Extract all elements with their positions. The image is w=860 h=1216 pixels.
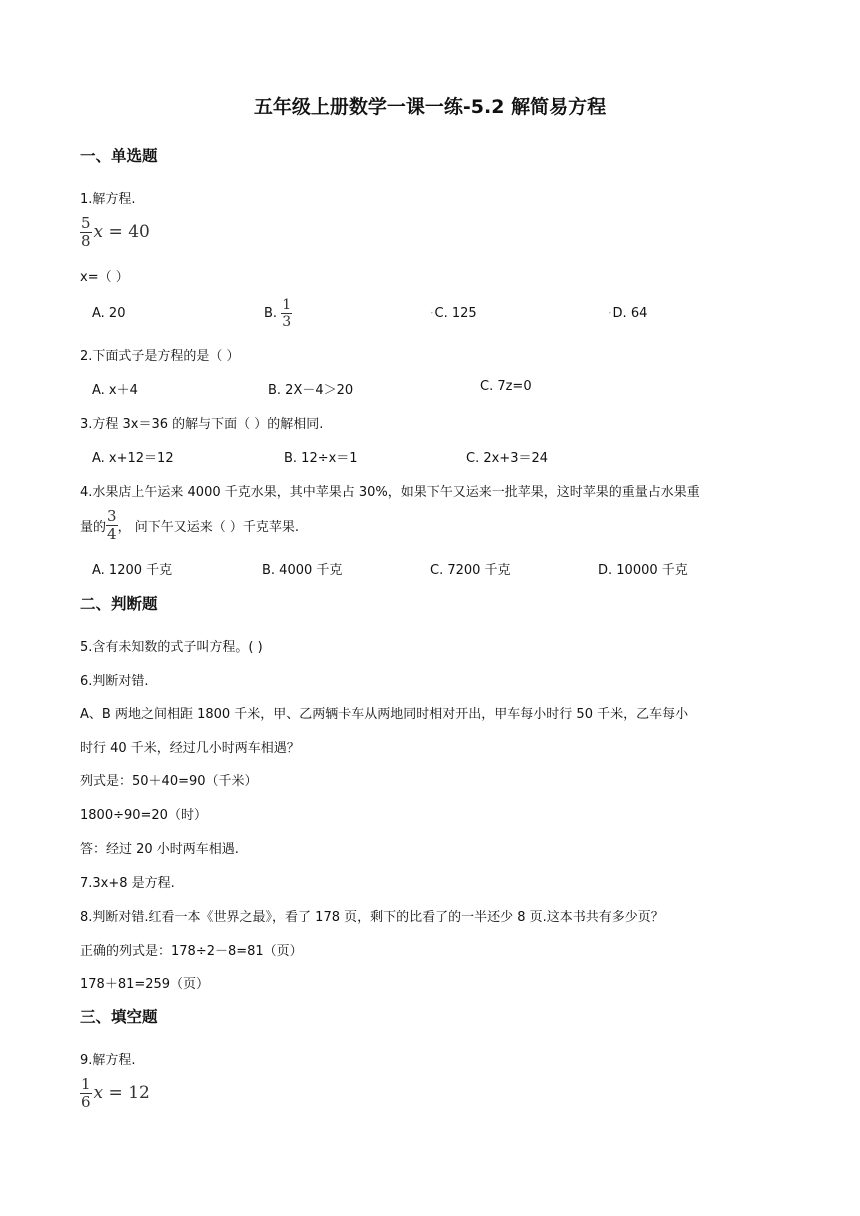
bullet-mark-icon: •: [608, 310, 612, 317]
equation-numerator: 5: [81, 214, 91, 232]
q1-option-c-label: C. 125: [434, 306, 477, 321]
q4-option-d[interactable]: D. 10000 千克: [598, 563, 688, 578]
question-9-stem: 9.解方程.: [80, 1053, 136, 1068]
question-1-equation: [80, 216, 150, 249]
question-6-stem: 6.判断对错.: [80, 674, 149, 689]
question-9-equation: [80, 1077, 150, 1110]
q1-option-b[interactable]: [264, 298, 292, 329]
question-2-stem: 2.下面式子是方程的是（ ）: [80, 349, 240, 364]
question-4-line-2: [80, 509, 299, 542]
q1-option-c[interactable]: [430, 306, 477, 321]
q1-option-d[interactable]: [608, 306, 647, 321]
q1-option-b-prefix: B.: [264, 306, 278, 321]
section-heading-single-choice: 一、单选题: [80, 147, 158, 165]
q3-option-a[interactable]: A. x+12＝12: [92, 451, 174, 466]
question-8-line-3: 178＋81=259（页）: [80, 977, 210, 992]
question-6-line-1: A、B 两地之间相距 1800 千米，甲、乙两辆卡车从两地同时相对开出，甲车每小时行 50 千米，乙车每小: [80, 707, 689, 722]
question-8-line-2: 正确的列式是：178÷2－8=81（页）: [80, 944, 303, 959]
q1-option-a[interactable]: A. 20: [92, 306, 126, 321]
q1-option-d-label: D. 64: [612, 306, 648, 321]
q2-option-c[interactable]: C. 7z=0: [480, 379, 532, 394]
question-3-stem: 3.方程 3x＝36 的解与下面（ ）的解相同.: [80, 417, 324, 432]
equation-denominator: 6: [81, 1093, 91, 1111]
question-4-line-2-suffix: ， 问下午又运来（ ）千克苹果.: [117, 520, 299, 535]
q4-option-c[interactable]: C. 7200 千克: [430, 563, 511, 578]
q3-option-b[interactable]: B. 12÷x＝1: [284, 451, 358, 466]
equation-variable: x: [93, 222, 104, 242]
question-6-line-4: 1800÷90=20（时）: [80, 808, 207, 823]
q3-option-c[interactable]: C. 2x+3＝24: [466, 451, 549, 466]
question-1-stem: 1.解方程.: [80, 192, 136, 207]
section-heading-true-false: 二、判断题: [80, 595, 158, 613]
question-6-line-3: 列式是：50＋40=90（千米）: [80, 774, 258, 789]
question-6-line-5: 答：经过 20 小时两车相遇.: [80, 842, 239, 857]
fraction-numerator: 3: [107, 507, 117, 525]
page-title: 五年级上册数学一课一练-5.2 解简易方程: [253, 96, 607, 118]
question-6-line-2: 时行 40 千米，经过几小时两车相遇？: [80, 741, 300, 756]
equation-numerator: 1: [81, 1075, 91, 1093]
equation-denominator: 8: [81, 232, 91, 250]
equation-variable: x: [93, 1083, 104, 1103]
question-7: 7.3x+8 是方程.: [80, 876, 175, 891]
question-5: 5.含有未知数的式子叫方程。( ): [80, 640, 263, 655]
section-heading-fill-blank: 三、填空题: [80, 1008, 158, 1026]
question-4-line-1: 4.水果店上午运来 4000 千克水果，其中苹果占 30%，如果下午又运来一批苹果，这时苹果的重量占水果重: [80, 485, 700, 500]
fraction-denominator: 4: [107, 525, 117, 543]
equation-rhs: = 12: [108, 1083, 150, 1103]
q4-option-b[interactable]: B. 4000 千克: [262, 563, 343, 578]
q2-option-b[interactable]: B. 2X－4＞20: [268, 383, 354, 398]
q4-option-a[interactable]: A. 1200 千克: [92, 563, 173, 578]
q1-option-b-fraction: [281, 298, 292, 329]
question-4-fraction: [106, 509, 118, 542]
bullet-mark-icon: •: [430, 310, 434, 317]
fraction-numerator: 1: [282, 297, 292, 313]
equation-rhs: = 40: [108, 222, 150, 242]
question-8-line-1: 8.判断对错.红看一本《世界之最》，看了 178 页，剩下的比看了的一半还少 8 页.这本书共有多少页？: [80, 910, 664, 925]
q2-option-a[interactable]: A. x＋4: [92, 383, 138, 398]
question-1-blank: x=（ ）: [80, 270, 129, 285]
question-4-line-2-prefix: 量的: [80, 520, 107, 535]
fraction-denominator: 3: [282, 314, 292, 330]
